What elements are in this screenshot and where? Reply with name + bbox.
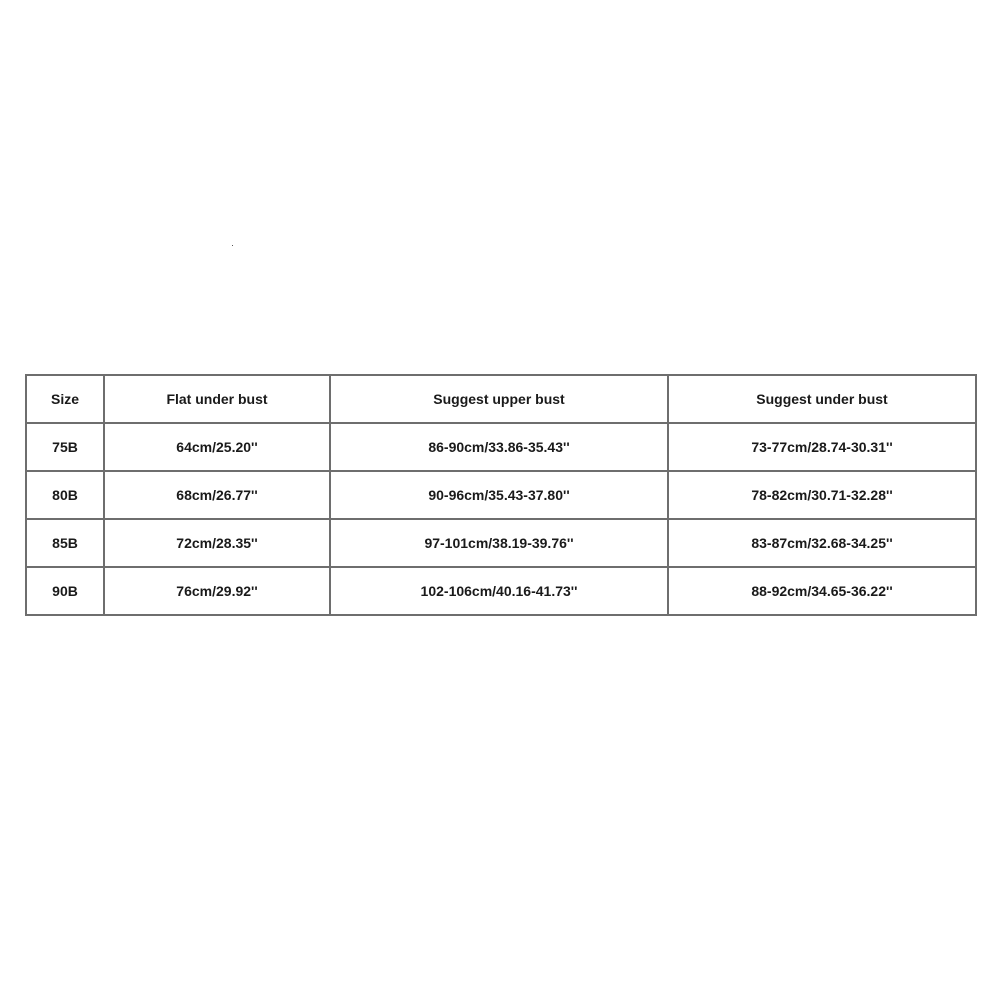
cell-suggest-upper-bust: 102-106cm/40.16-41.73'' [330, 567, 668, 615]
header-cell-size: Size [26, 375, 104, 423]
cell-size: 80B [26, 471, 104, 519]
header-row [26, 375, 976, 423]
cell-suggest-under-bust: 88-92cm/34.65-36.22'' [668, 567, 976, 615]
cell-size: 85B [26, 519, 104, 567]
table-row [26, 423, 976, 471]
header-cell-suggest-upper-bust: Suggest upper bust [330, 375, 668, 423]
table-row [26, 567, 976, 615]
stray-dot [232, 245, 233, 246]
cell-flat-under-bust: 72cm/28.35'' [104, 519, 330, 567]
size-chart-table [25, 374, 977, 616]
cell-suggest-upper-bust: 86-90cm/33.86-35.43'' [330, 423, 668, 471]
table-row [26, 519, 976, 567]
header-cell-suggest-under-bust: Suggest under bust [668, 375, 976, 423]
cell-size: 90B [26, 567, 104, 615]
cell-suggest-under-bust: 73-77cm/28.74-30.31'' [668, 423, 976, 471]
cell-flat-under-bust: 76cm/29.92'' [104, 567, 330, 615]
cell-suggest-upper-bust: 97-101cm/38.19-39.76'' [330, 519, 668, 567]
table-row [26, 471, 976, 519]
cell-suggest-upper-bust: 90-96cm/35.43-37.80'' [330, 471, 668, 519]
cell-suggest-under-bust: 78-82cm/30.71-32.28'' [668, 471, 976, 519]
cell-size: 75B [26, 423, 104, 471]
cell-flat-under-bust: 64cm/25.20'' [104, 423, 330, 471]
cell-suggest-under-bust: 83-87cm/32.68-34.25'' [668, 519, 976, 567]
cell-flat-under-bust: 68cm/26.77'' [104, 471, 330, 519]
header-cell-flat-under-bust: Flat under bust [104, 375, 330, 423]
